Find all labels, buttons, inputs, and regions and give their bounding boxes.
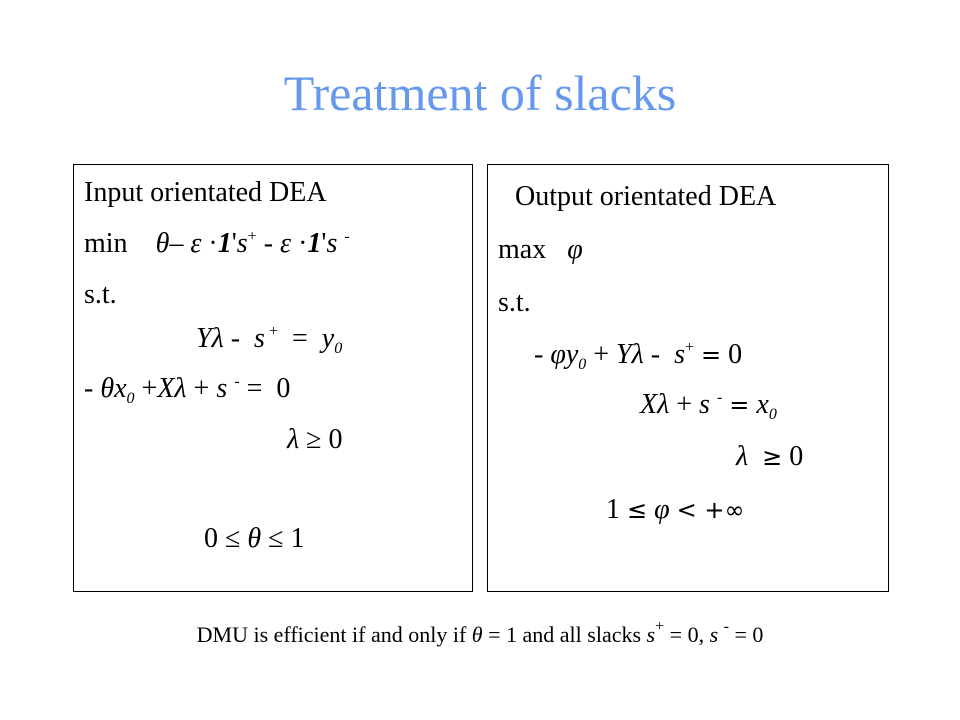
input-constraint-zero: 0 — [276, 373, 291, 404]
output-orientated-panel — [487, 164, 889, 592]
output-lambda-nonneg: λ ≥ 0 — [736, 441, 804, 472]
output-objective: max φ — [498, 234, 583, 265]
output-constraint-input: Xλ + s $^- = x_0$ — [640, 389, 777, 423]
objective-label: min — [84, 228, 128, 259]
output-constraint-output: - $\varphi y_0 + Y\lambda - s^+ = 0$ — [534, 339, 743, 373]
output-st-label: s.t. — [498, 287, 531, 318]
input-objective: min θ– ε ·1's+ - ε ·1's - — [84, 228, 350, 259]
input-heading: Input orientated DEA — [84, 177, 327, 208]
output-heading: Output orientated DEA — [515, 181, 777, 212]
input-lambda-nonneg: λ ≥ 0 — [287, 424, 343, 455]
input-orientated-panel — [73, 164, 473, 592]
input-theta-bounds: 0 ≤ θ ≤ 1 — [204, 523, 305, 554]
output-phi-bounds: 1 ≤ φ < +∞ — [606, 494, 745, 525]
slide-title: Treatment of slacks — [283, 65, 677, 121]
objective-label: max — [498, 234, 547, 265]
input-constraint-input: - $\theta x_0 +X\lambda + s$ - = 0 — [84, 373, 291, 407]
input-st-label: s.t. — [84, 279, 117, 310]
input-constraint-output: Yλ - s $^+ = y_0$ — [196, 323, 343, 357]
efficiency-condition: DMU is efficient if and only if θ = 1 and all slacks s+ = 0, s - = 0 — [196, 618, 764, 647]
